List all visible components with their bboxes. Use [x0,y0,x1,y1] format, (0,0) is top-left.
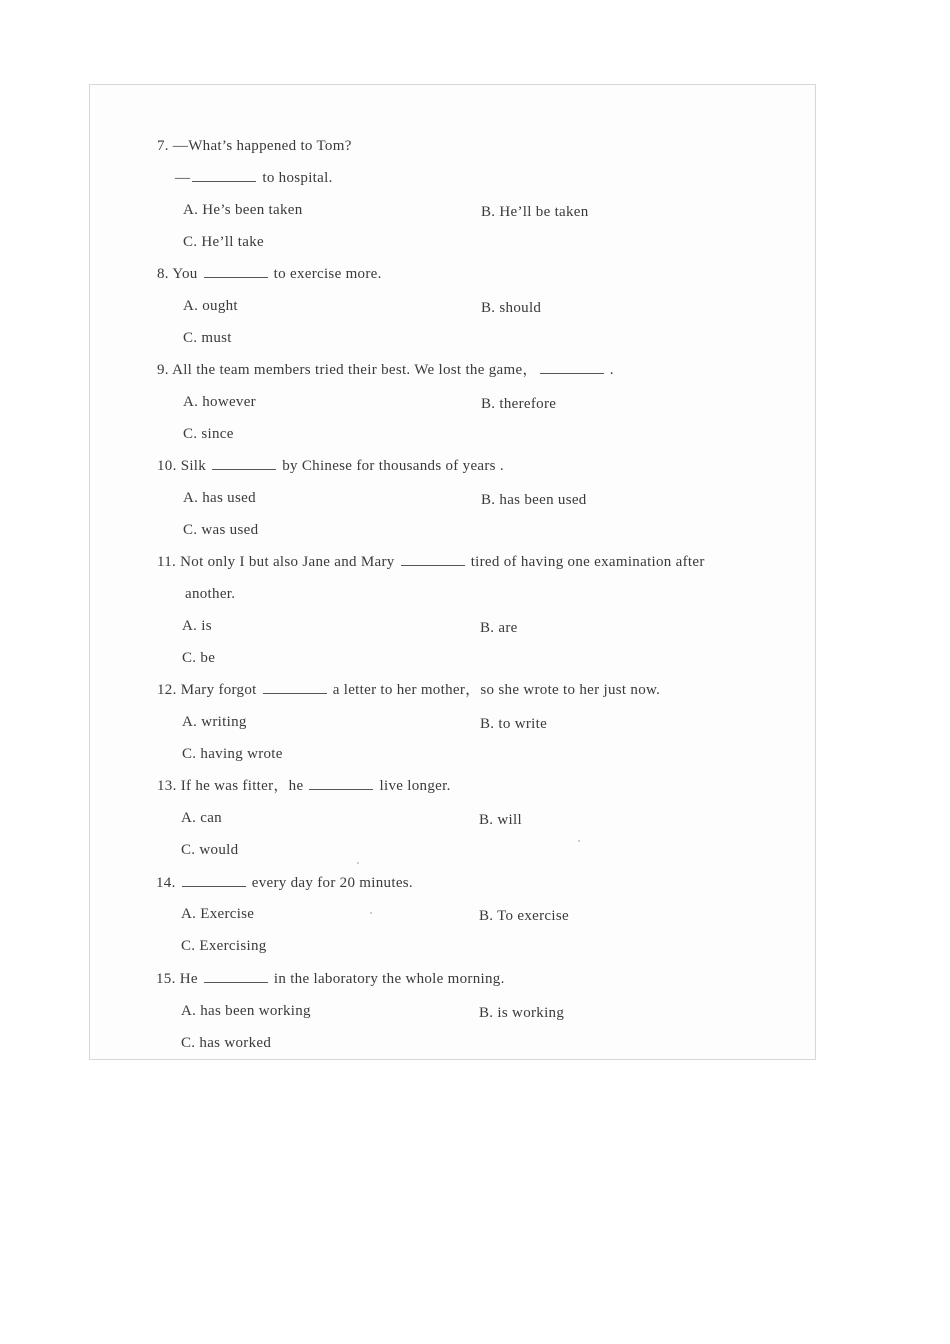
answer-blank [401,553,465,566]
question-15-stem [156,970,505,988]
question-13-option-c: C. would [181,842,239,858]
question-7-option-c: C. He’ll take [183,234,264,250]
answer-blank [204,265,268,278]
stem-text: to hospital. [258,170,333,186]
question-7-option-a: A. He’s been taken [183,202,303,218]
stem-text: . [605,362,614,378]
stem-text: to exercise more. [269,266,382,282]
question-13-stem [157,777,451,795]
question-14-option-b: B. To exercise [479,908,569,924]
answer-blank [540,361,604,374]
question-15-option-b: B. is working [479,1005,565,1021]
question-8-option-b: B. should [481,300,542,316]
question-11-option-b: B. are [480,620,518,636]
question-15-option-a: A. has been working [181,1003,311,1019]
question-10-option-b: B. has been used [481,492,587,508]
question-12-stem [157,681,660,699]
question-14-option-c: C. Exercising [181,938,267,954]
answer-blank [182,874,246,887]
question-9-option-c: C. since [183,426,234,442]
question-9-option-b: B. therefore [481,396,557,412]
answer-blank [263,681,327,694]
question-12-option-a: A. writing [182,714,247,730]
question-13-option-b: B. will [479,812,522,828]
question-12-option-c: C. having wrote [182,746,283,762]
question-13-option-a: A. can [181,810,222,826]
question-14-option-a: A. Exercise [181,906,255,922]
stem-text: 9. All the team members tried their best. We lost the game， [157,362,538,378]
question-10-option-a: A. has used [183,490,256,506]
question-11-option-a: A. is [182,618,212,634]
answer-blank [192,169,256,182]
stem-text: — [175,170,191,186]
question-8-option-c: C. must [183,330,232,346]
answer-blank [309,777,373,790]
stem-text: 8. You [157,266,202,282]
stem-text: 7. —What’s happened to Tom? [157,138,352,154]
stem-text: 15. He [156,971,202,987]
stem-text: 12. Mary forgot [157,682,261,698]
stem-text: tired of having one examination after [466,554,705,570]
stem-text: 14. [156,875,180,891]
stem-text: live longer. [375,778,451,794]
scan-speck [357,862,359,864]
question-7-option-b: B. He’ll be taken [481,204,589,220]
question-9-stem [157,361,614,379]
question-15-option-c: C. has worked [181,1035,272,1051]
stem-text: a letter to her mother，so she wrote to her just now. [328,682,661,698]
question-8-stem [157,265,382,283]
question-14-stem [156,874,413,892]
stem-text: every day for 20 minutes. [247,875,413,891]
question-7-response [175,169,333,187]
stem-text: 10. Silk [157,458,211,474]
question-8-option-a: A. ought [183,298,238,314]
stem-text: 11. Not only I but also Jane and Mary [157,554,399,570]
question-10-stem [157,457,504,475]
stem-text: 13. If he was fitter，he [157,778,308,794]
question-7-stem [157,137,352,155]
question-12-option-b: B. to write [480,716,548,732]
question-9-option-a: A. however [183,394,256,410]
question-10-option-c: C. was used [183,522,259,538]
scan-speck [578,840,580,842]
stem-text: in the laboratory the whole morning. [269,971,505,987]
question-11-stem-continued: another. [185,586,236,602]
stem-text: by Chinese for thousands of years . [278,458,504,474]
question-11-option-c: C. be [182,650,216,666]
answer-blank [212,457,276,470]
question-11-stem [157,553,705,571]
answer-blank [204,970,268,983]
scan-speck [370,912,372,914]
